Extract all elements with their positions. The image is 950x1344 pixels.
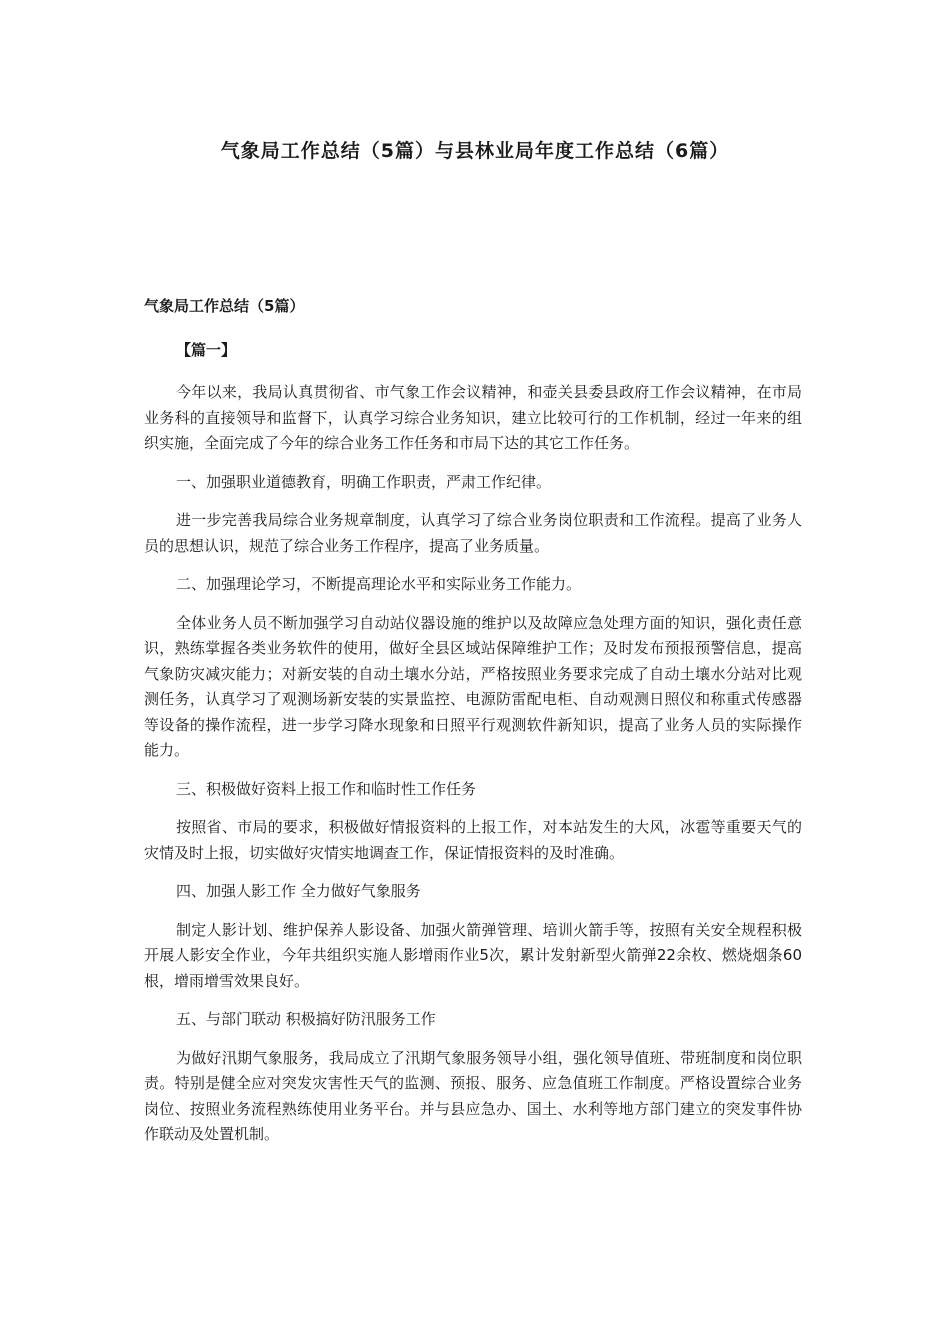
document-body bbox=[144, 294, 802, 1161]
part-label: 【篇一】 bbox=[176, 341, 237, 359]
paragraph-3: 按照省、市局的要求，积极做好情报资料的上报工作，对本站发生的大风，冰雹等重要天气的灾情及时上报，切实做好灾情实地调查工作，保证情报资料的及时准确。 bbox=[144, 818, 802, 862]
page-title: 气象局工作总结（5篇）与县林业局年度工作总结（6篇） bbox=[220, 140, 730, 162]
paragraph-4: 制定人影计划、维护保养人影设备、加强火箭弹管理、培训火箭手等，按照有关安全规程积极开展人影安全作业，今年共组织实施人影增雨作业5次，累计发射新型火箭弹22余枚、燃烧烟条60根，增雨增雪效果良好。 bbox=[144, 920, 802, 990]
paragraph-1: 进一步完善我局综合业务规章制度，认真学习了综合业务岗位职责和工作流程。提高了业务人员的思想认识，规范了综合业务工作程序，提高了业务质量。 bbox=[144, 511, 802, 555]
paragraph-5: 为做好汛期气象服务，我局成立了汛期气象服务领导小组，强化领导值班、带班制度和岗位职责。特别是健全应对突发灾害性天气的监测、预报、服务、应急值班工作制度。严格设置综合业务岗位、按照业务流程熟练使用业务平台。并与县应急办、国土、水利等地方部门建立的突发事件协作联动及处置机制。 bbox=[144, 1048, 802, 1143]
paragraph-intro: 今年以来，我局认真贯彻省、市气象工作会议精神，和壶关县委县政府工作会议精神，在市局业务科的直接领导和监督下，认真学习综合业务知识，建立比较可行的工作机制，经过一年来的组织实施，全面完成了今年的综合业务工作任务和市局下达的其它工作任务。 bbox=[144, 383, 802, 452]
heading-2: 二、加强理论学习，不断提高理论水平和实际业务工作能力。 bbox=[176, 575, 582, 593]
paragraph-2: 全体业务人员不断加强学习自动站仪器设施的维护以及故障应急处理方面的知识，强化责任意识，熟练掌握各类业务软件的使用，做好全县区域站保障维护工作；及时发布预报预警信息，提高气象防灾减灾能力；对新安装的自动土壤水分站，严格按照业务要求完成了自动土壤水分站对比观测任务，认真学习了观测场新安装的实景监控、电源防雷配电柜、自动观测日照仪和称重式传感器等设备的操作流程，进一步学习降水现象和日照平行观测软件新知识，提高了业务人员的实际操作能力。 bbox=[144, 613, 802, 759]
heading-1: 一、加强职业道德教育，明确工作职责，严肃工作纪律。 bbox=[176, 472, 552, 491]
section-title: 气象局工作总结（5篇） bbox=[144, 297, 305, 315]
heading-5: 五、与部门联动 积极搞好防汛服务工作 bbox=[176, 1010, 436, 1028]
heading-3: 三、积极做好资料上报工作和临时性工作任务 bbox=[176, 779, 477, 798]
heading-4: 四、加强人影工作 全力做好气象服务 bbox=[176, 882, 421, 900]
